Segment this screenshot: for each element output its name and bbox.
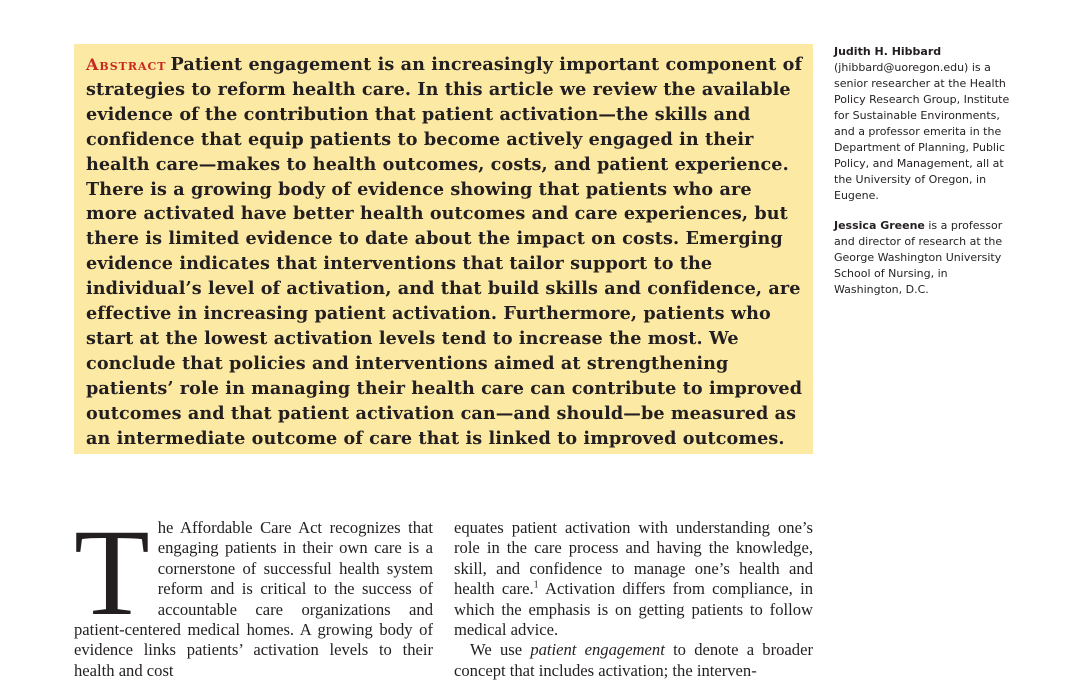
abstract-body: Patient engagement is an increasingly important component of strategies to reform health care. In this article we review the available evidence of the contribution that patient activation—the skills and confidence that equip patients to become actively engaged in their health care—makes to health outcomes, costs, and patient experience. There is a growing body of evidence showing that patients who are more activated have better health outcomes and care experiences, but there is limited evidence to date about the impact on costs. Emerging evidence indicates that interventions that tailor support to the individual’s level of activation, and that build skills and confidence, are effective in increasing patient activation. Furthermore, patients who start at the lowest activation levels tend to increase the most. We conclude that policies and interventions aimed at strengthening patients’ role in managing their health care can contribute to improved outcomes and that patient activation can—and should—be measured as an intermediate outcome of care that is linked to improved outcomes. bbox=[86, 54, 803, 449]
author-bio-1 bbox=[834, 44, 1016, 204]
author-bio-text-1: (jhibbard@uoregon.edu) is a senior researcher at the Health Policy Research Group, Institute for Sustainable Environments, and a professor emerita in the Department of Planning, Public Policy, and Management, all at the University of Oregon, in Eugene. bbox=[834, 61, 1010, 202]
paragraph-engagement-text-a: We use bbox=[470, 640, 531, 660]
intro-text: he Affordable Care Act recognizes that engaging patients in their own care is a cornerstone of successful health system reform and is critical to the success of accountable care organizations and patient-centered medical homes. A growing body of evidence links patients’ activation levels to their health and cost bbox=[74, 518, 433, 680]
intro-paragraph bbox=[74, 504, 433, 681]
paragraph-activation bbox=[454, 518, 813, 640]
author-bio-2 bbox=[834, 218, 1016, 298]
body-column-left bbox=[74, 504, 433, 681]
drop-cap: T bbox=[74, 504, 150, 641]
author-sidebar bbox=[834, 44, 1016, 312]
author-name-2: Jessica Greene bbox=[834, 219, 925, 232]
author-bio-text-2: is a professor and director of research at the George Washington University School of Nursing, in Washington, D.C. bbox=[834, 219, 1003, 296]
footnote-ref-1[interactable]: 1 bbox=[533, 579, 539, 591]
author-name-1: Judith H. Hibbard bbox=[834, 45, 942, 58]
abstract-box bbox=[74, 44, 813, 454]
paragraph-engagement-text-b: to denote a broader concept that includes activation; the interven- bbox=[454, 640, 813, 680]
paragraph-activation-text-a: equates patient activation with understanding one’s role in the care process and having the knowledge, skill, and confidence to manage one’s health and health care. bbox=[454, 518, 813, 599]
abstract-text bbox=[86, 53, 803, 452]
body-column-right bbox=[454, 518, 813, 681]
term-patient-engagement: patient engagement bbox=[530, 640, 665, 660]
abstract-label: Abstract bbox=[86, 55, 167, 74]
paragraph-activation-text-b: Activation differs from compliance, in which the emphasis is on getting patients to follow medical advice. bbox=[454, 579, 813, 640]
